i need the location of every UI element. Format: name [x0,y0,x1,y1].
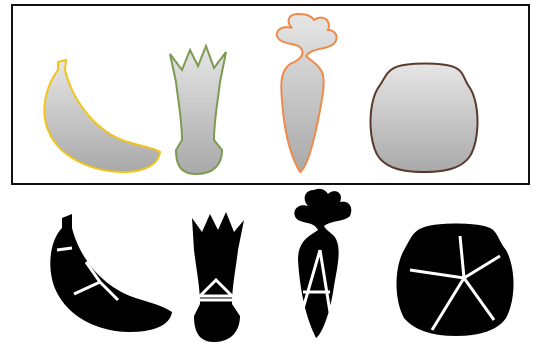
cabbage-silhouette [397,224,514,337]
banana-silhouette [50,214,172,332]
corn-silhouette [192,212,244,342]
carrot-outline-shape [277,14,337,172]
cabbage-outline-shape [371,64,478,173]
banana-outline-shape [44,60,160,172]
carrot-silhouette [294,189,351,338]
corn-outline-shape [170,46,226,174]
